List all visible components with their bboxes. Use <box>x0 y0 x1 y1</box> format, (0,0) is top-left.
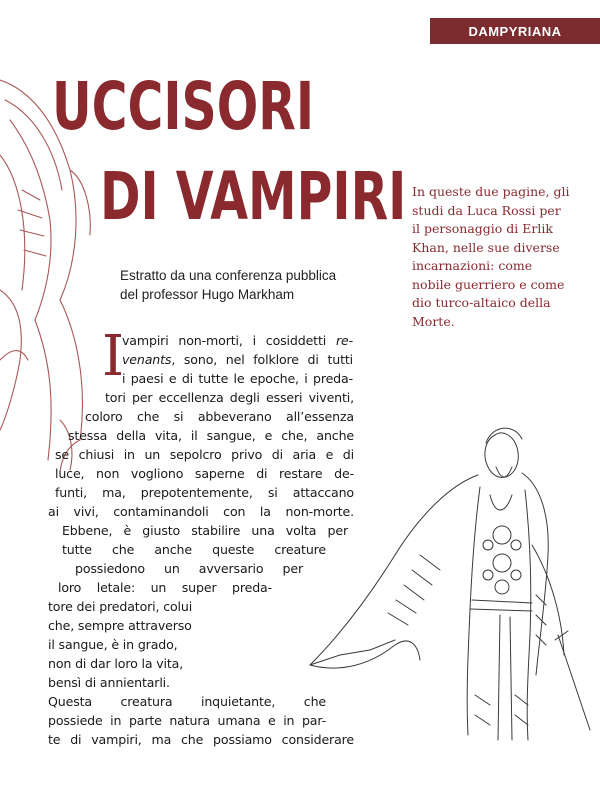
body-line: se chiusi in un sepolcro privo di aria e di <box>55 447 354 462</box>
body-line: loro letale: un super preda- <box>58 580 272 595</box>
body-line: venants, sono, nel folklore di tutti <box>122 352 353 367</box>
body-line: Questa creatura inquietante, che <box>48 694 326 709</box>
body-line: ai vivi, contaminandoli con la non-morte. <box>48 504 354 519</box>
subtitle-line-1: Estratto da una conferenza pubblica <box>120 268 337 283</box>
body-line: possiedono un avversario per <box>75 561 303 576</box>
article-subtitle <box>120 266 360 304</box>
body-line: tori per eccellenza degli esseri viventi, <box>105 390 354 405</box>
article-title-line-2: DI VAMPIRI <box>100 158 407 235</box>
body-line: stessa della vita, il sangue, e che, anche <box>68 428 354 443</box>
body-line: bensì di annientarli. <box>48 675 170 690</box>
body-line: coloro che si abbeverano all’essenza <box>85 409 354 424</box>
subtitle-line-2: del professor Hugo Markham <box>120 287 295 302</box>
body-line: tore dei predatori, colui <box>48 599 193 614</box>
body-line: possiede in parte natura umana e in par- <box>48 713 326 728</box>
body-line: luce, non vogliono saperne di restare de- <box>55 466 354 481</box>
body-line: te di vampiri, ma che possiamo considerare <box>48 732 354 747</box>
body-line: tutte che anche queste creature <box>62 542 326 557</box>
body-line: che, sempre attraverso <box>48 618 192 633</box>
body-line: funti, ma, prepotentemente, si attaccano <box>55 485 354 500</box>
image-caption: In queste due pagine, gli studi da Luca Rossi per il personaggio di Erlik Khan, nelle sue diverse incarnazioni: come nobile guerriero e come dio turco-altaico della Morte. <box>412 184 570 329</box>
body-line: il sangue, è in grado, <box>48 637 178 652</box>
body-line: i paesi e di tutte le epoche, i preda- <box>122 371 353 386</box>
body-line: Ebbene, è giusto stabilire una volta per <box>62 523 348 538</box>
section-tab: DAMPYRIANA <box>430 18 600 44</box>
body-line: vampiri non-morti, i cosiddetti re- <box>122 333 353 348</box>
article-title-line-1: UCCISORI <box>52 68 314 145</box>
body-line: non di dar loro la vita, <box>48 656 184 671</box>
drop-cap: I <box>102 324 125 389</box>
